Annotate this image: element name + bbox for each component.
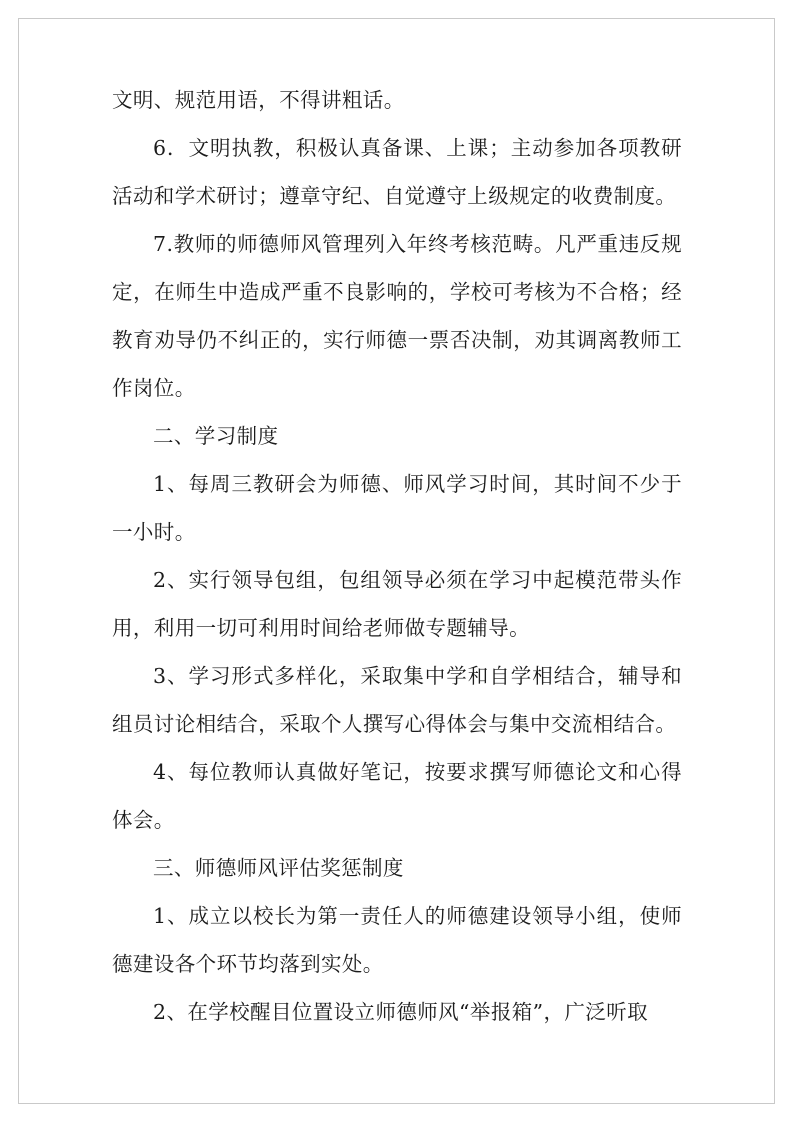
paragraph: 4、每位教师认真做好笔记，按要求撰写师德论文和心得体会。 — [112, 760, 682, 832]
section-heading: 二、学习制度 — [153, 424, 279, 448]
section-heading: 三、师德师风评估奖惩制度 — [153, 856, 404, 880]
paragraph: 文明、规范用语，不得讲粗话。 — [112, 88, 405, 112]
paragraph: 3、学习形式多样化，采取集中学和自学相结合，辅导和组员讨论相结合，采取个人撰写心得体会与集中交流相结合。 — [112, 664, 682, 736]
paragraph: 6．文明执教，积极认真备课、上课；主动参加各项教研活动和学术研讨；遵章守纪、自觉遵守上级规定的收费制度。 — [112, 136, 682, 208]
paragraph: 1、每周三教研会为师德、师风学习时间，其时间不少于一小时。 — [112, 472, 682, 544]
paragraph: 7.教师的师德师风管理列入年终考核范畴。凡严重违反规定，在师生中造成严重不良影响的，学校可考核为不合格；经教育劝导仍不纠正的，实行师德一票否决制，劝其调离教师工作岗位。 — [112, 232, 682, 400]
document-body — [112, 76, 682, 1036]
paragraph: 1、成立以校长为第一责任人的师德建设领导小组，使师德建设各个环节均落到实处。 — [112, 904, 682, 976]
paragraph: 2、实行领导包组，包组领导必须在学习中起模范带头作用，利用一切可利用时间给老师做专题辅导。 — [112, 568, 682, 640]
paragraph: 2、在学校醒目位置设立师德师风“举报箱”，广泛听取 — [153, 1000, 649, 1024]
